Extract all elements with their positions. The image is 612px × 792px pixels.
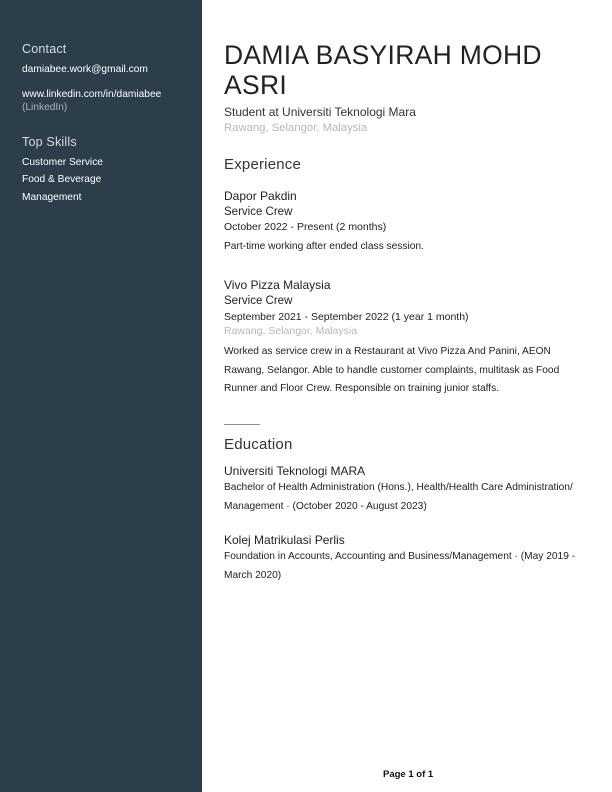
job-dates: September 2021 - September 2022 (1 year 1 month)	[224, 311, 469, 323]
education-detail: Bachelor of Health Administration (Hons.), Health/Health Care Administration/ Management · (October 2020 - August 2023)	[224, 482, 573, 512]
linkedin-label: (LinkedIn)	[22, 102, 68, 113]
sidebar	[0, 0, 202, 792]
email-link[interactable]: damiabee.work@gmail.com	[22, 64, 148, 75]
location: Rawang, Selangor, Malaysia	[224, 122, 368, 134]
job-title: Service Crew	[224, 206, 293, 218]
main-content	[224, 0, 594, 792]
job-title: Service Crew	[224, 295, 293, 307]
education-school: Universiti Teknologi MARA	[224, 464, 366, 478]
skills-heading: Top Skills	[22, 135, 77, 149]
education-heading: Education	[224, 436, 293, 453]
education-school: Kolej Matrikulasi Perlis	[224, 533, 345, 547]
education-detail: Foundation in Accounts, Accounting and Business/Management · (May 2019 - March 2020)	[224, 551, 576, 581]
job-company: Vivo Pizza Malaysia	[224, 278, 331, 292]
linkedin-link[interactable]: www.linkedin.com/in/damiabee	[22, 89, 162, 100]
job-location: Rawang, Selangor, Malaysia	[224, 325, 358, 337]
contact-heading: Contact	[22, 42, 67, 56]
job-description: Worked as service crew in a Restaurant at Vivo Pizza And Panini, AEON Rawang, Selangor. Able to handle customer complaints, multitask as Food Runner and Floor Crew. Responsible on training junior staffs.	[224, 346, 560, 394]
job-description: Part-time working after ended class session.	[224, 241, 424, 252]
candidate-name: DAMIA BASYIRAH MOHD ASRI	[224, 40, 542, 100]
job-dates: October 2022 - Present (2 months)	[224, 221, 387, 233]
skill-item: Management	[22, 192, 82, 203]
headline: Student at Universiti Teknologi Mara	[224, 105, 416, 119]
skill-item: Food & Beverage	[22, 174, 102, 185]
section-divider	[224, 424, 260, 425]
skill-item: Customer Service	[22, 157, 103, 168]
page-number: Page 1 of 1	[383, 769, 434, 780]
job-company: Dapor Pakdin	[224, 189, 297, 203]
experience-heading: Experience	[224, 156, 302, 173]
